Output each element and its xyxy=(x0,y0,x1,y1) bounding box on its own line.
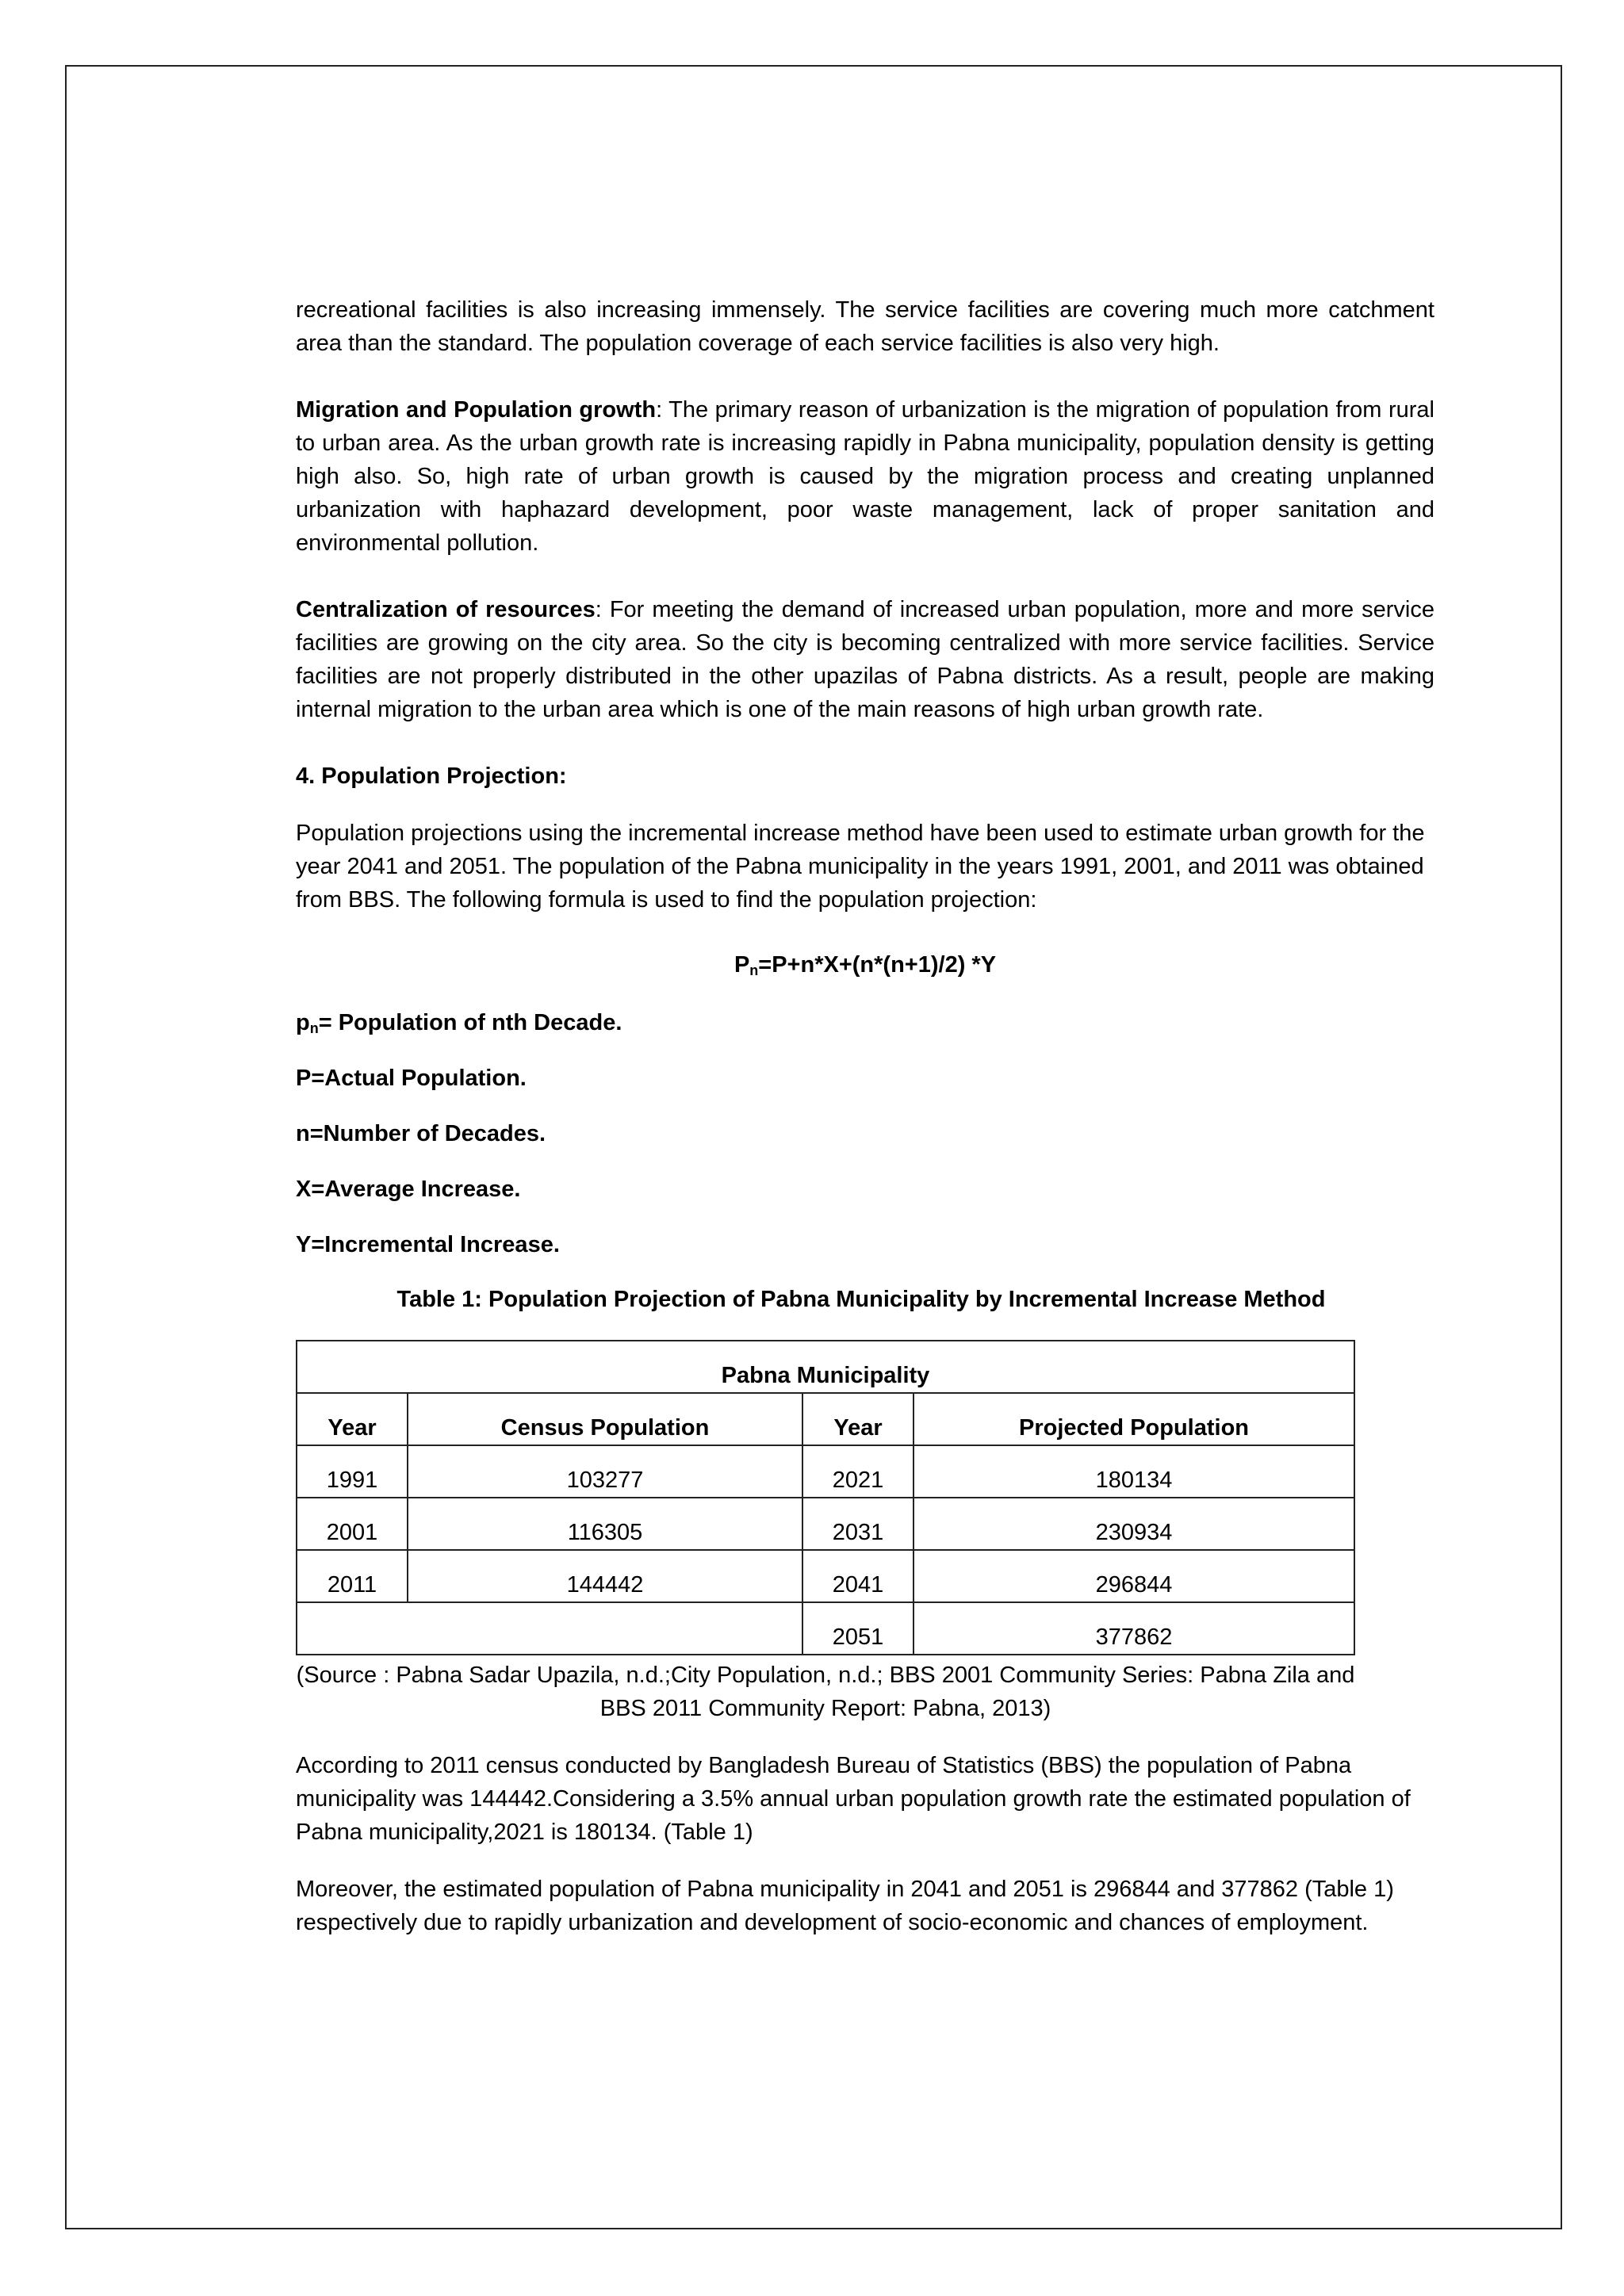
table-row xyxy=(297,1602,1354,1655)
table-cell: 2011 xyxy=(297,1550,408,1602)
section-heading: 4. Population Projection: xyxy=(296,763,567,789)
header-projected-year: Year xyxy=(802,1393,914,1445)
table-cell: 2041 xyxy=(802,1550,914,1602)
census-paragraph: According to 2011 census conducted by Bangladesh Bureau of Statistics (BBS) the population of Pabna municipality was 144442.Considering a 3.5% annual urban population growth rate the estimated population of Pabna municipality,2021 is 180134. (Table 1) xyxy=(296,1753,1411,1845)
definition-y: Y=Incremental Increase. xyxy=(296,1232,560,1257)
table-cell: 144442 xyxy=(408,1550,802,1602)
table-source-line-1: (Source : Pabna Sadar Upazila, n.d.;City Population, n.d.; BBS 2001 Community Series: Pabna Zila and xyxy=(296,1663,1355,1688)
table-source xyxy=(296,1659,1355,1725)
header-census-population: Census Population xyxy=(408,1393,802,1445)
migration-heading: Migration and Population growth xyxy=(296,397,657,423)
table-cell-empty xyxy=(297,1602,802,1655)
centralization-paragraph xyxy=(296,593,1434,726)
table-cell: 116305 xyxy=(408,1498,802,1550)
moreover-paragraph: Moreover, the estimated population of Pabna municipality in 2041 and 2051 is 296844 and 377862 (Table 1) respectively due to rapidly urbanization and development of socio-economic and chances of employment. xyxy=(296,1877,1394,1935)
table-row xyxy=(297,1498,1354,1550)
definition-x: X=Average Increase. xyxy=(296,1177,521,1202)
definition-pn xyxy=(296,1007,1434,1039)
definition-n: n=Number of Decades. xyxy=(296,1121,546,1146)
definitions-list xyxy=(296,1007,1434,1261)
table-cell: 1991 xyxy=(297,1445,408,1498)
table-row xyxy=(297,1550,1354,1602)
centralization-text: : For meeting the demand of increased urban population, more and more service facilities are growing on the city area. So the city is becoming centralized with more service facilities. Service facilities are not properly distributed in the other upazilas of Pabna districts. As a result, people are making internal migration to the urban area which is one of the main reasons of high urban growth rate. xyxy=(296,597,1434,722)
table-header-row xyxy=(297,1393,1354,1445)
table-cell: 103277 xyxy=(408,1445,802,1498)
table-cell: 2021 xyxy=(802,1445,914,1498)
definition-pn-prefix: p xyxy=(296,1010,310,1035)
population-table xyxy=(296,1340,1355,1655)
formula-lhs: P xyxy=(733,952,750,978)
intro-paragraph: recreational facilities is also increasing immensely. The service facilities are covering much more catchment area than the standard. The population coverage of each service facilities is also very high. xyxy=(296,297,1434,356)
centralization-heading: Centralization of resources xyxy=(296,597,596,622)
definition-pn-text: = Population of nth Decade. xyxy=(318,1010,622,1035)
header-projected-population: Projected Population xyxy=(914,1393,1354,1445)
formula-subscript: n xyxy=(749,962,759,978)
migration-text: : The primary reason of urbanization is the migration of population from rural to urban area. As the urban growth rate is increasing rapidly in Pabna municipality, population density is getting high also. So, high rate of urban growth is caused by the migration process and creating unplanned urbanization with haphazard development, poor waste management, lack of proper sanitation and environmental pollution. xyxy=(296,397,1434,556)
projection-formula xyxy=(296,948,1434,982)
definition-pn-subscript: n xyxy=(309,1020,319,1036)
definition-p: P=Actual Population. xyxy=(296,1066,527,1091)
table-cell: 2051 xyxy=(802,1602,914,1655)
table-caption: Table 1: Population Projection of Pabna Municipality by Incremental Increase Method xyxy=(396,1287,1326,1312)
table-row xyxy=(297,1445,1354,1498)
table-cell: 296844 xyxy=(914,1550,1354,1602)
table-cell: 180134 xyxy=(914,1445,1354,1498)
table-source-line-2: BBS 2011 Community Report: Pabna, 2013) xyxy=(599,1696,1051,1721)
migration-paragraph xyxy=(296,393,1434,560)
projection-intro-paragraph: Population projections using the incremental increase method have been used to estimate urban growth for the year 2041 and 2051. The population of the Pabna municipality in the years 1991, 2001, and 2011 was obtained from BBS. The following formula is used to find the population projection: xyxy=(296,821,1425,913)
table-cell: 2031 xyxy=(802,1498,914,1550)
table-cell: 377862 xyxy=(914,1602,1354,1655)
table-title-row xyxy=(297,1341,1354,1393)
table-title: Pabna Municipality xyxy=(297,1341,1354,1393)
table-cell: 2001 xyxy=(297,1498,408,1550)
formula-rhs: =P+n*X+(n*(n+1)/2) *Y xyxy=(758,952,997,978)
table-cell: 230934 xyxy=(914,1498,1354,1550)
document-body xyxy=(296,293,1434,1939)
header-census-year: Year xyxy=(297,1393,408,1445)
